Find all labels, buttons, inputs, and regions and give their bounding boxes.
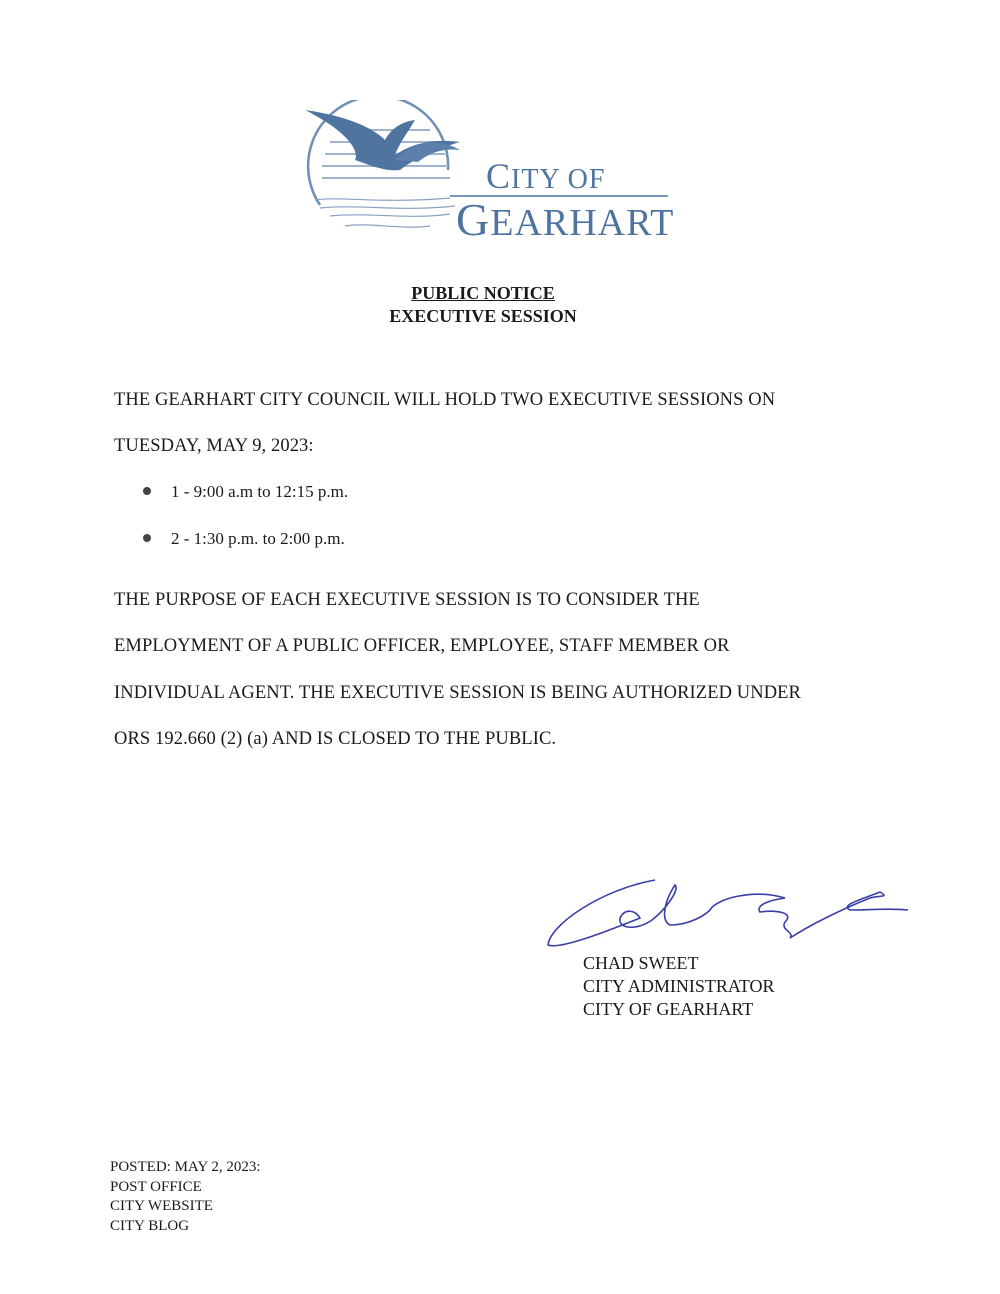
session-1-time: 1 - 9:00 a.m to 12:15 p.m.	[171, 482, 349, 501]
signatory-title: CITY ADMINISTRATOR	[583, 976, 775, 996]
posted-date: POSTED: MAY 2, 2023:	[110, 1159, 261, 1175]
bullet-icon	[143, 487, 151, 495]
posted-location-2: CITY WEBSITE	[110, 1198, 213, 1214]
session-2-time: 2 - 1:30 p.m. to 2:00 p.m.	[171, 529, 345, 548]
bullet-icon	[143, 534, 151, 542]
logo-city-of-text: CITY OF	[486, 156, 606, 196]
posted-location-1: POST OFFICE	[110, 1179, 202, 1195]
signatory-org: CITY OF GEARHART	[583, 999, 754, 1019]
list-item	[143, 529, 345, 549]
intro-line-1: THE GEARHART CITY COUNCIL WILL HOLD TWO EXECUTIVE SESSIONS ON	[114, 390, 776, 410]
purpose-line-4: ORS 192.660 (2) (a) AND IS CLOSED TO THE PUBLIC.	[114, 729, 557, 749]
notice-subtitle: EXECUTIVE SESSION	[389, 306, 577, 326]
intro-line-2: TUESDAY, MAY 9, 2023:	[114, 436, 314, 456]
purpose-line-1: THE PURPOSE OF EACH EXECUTIVE SESSION IS TO CONSIDER THE	[114, 590, 700, 610]
signatory-name: CHAD SWEET	[583, 953, 699, 973]
purpose-line-3: INDIVIDUAL AGENT. THE EXECUTIVE SESSION IS BEING AUTHORIZED UNDER	[114, 683, 801, 703]
signature-image	[540, 870, 910, 955]
posted-location-3: CITY BLOG	[110, 1218, 190, 1234]
notice-title: PUBLIC NOTICE	[411, 283, 555, 303]
list-item	[143, 482, 348, 502]
logo-gearhart-text: GEARHART	[456, 194, 675, 245]
purpose-line-2: EMPLOYMENT OF A PUBLIC OFFICER, EMPLOYEE, STAFF MEMBER OR	[114, 636, 730, 656]
